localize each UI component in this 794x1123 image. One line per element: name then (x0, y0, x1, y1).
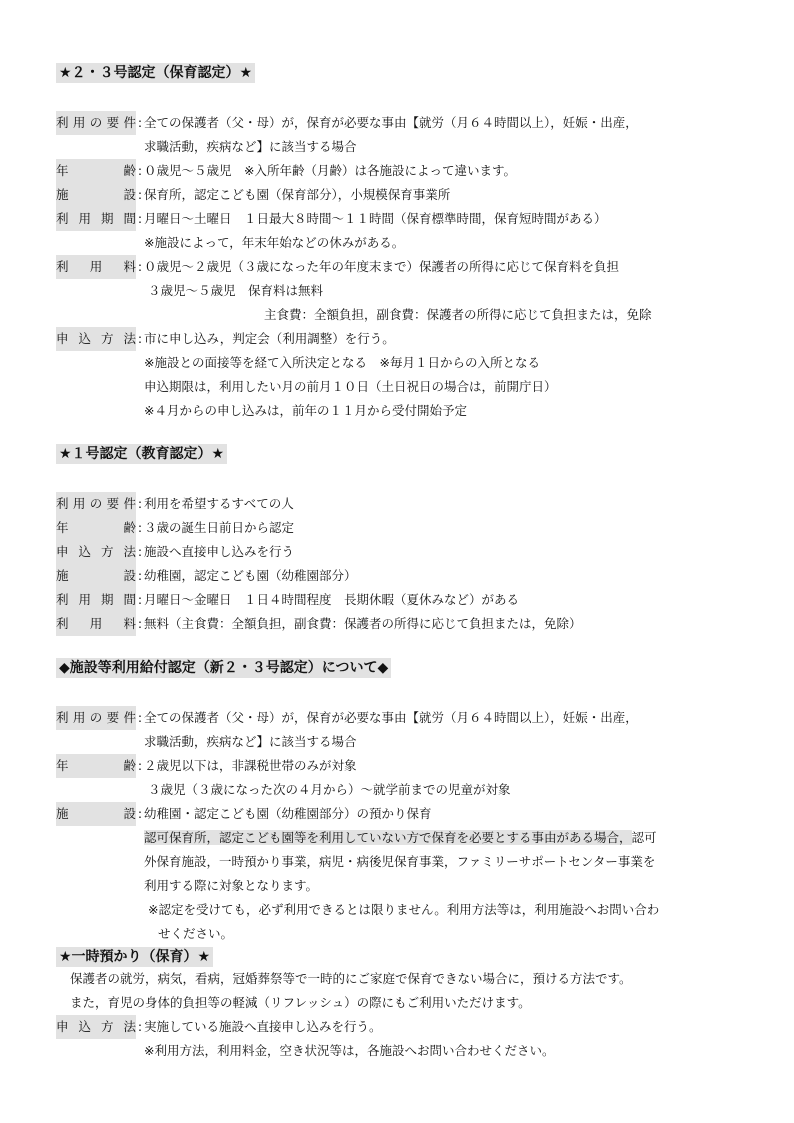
row-value: ０歳児～５歳児 ※入所年齢（月齢）は各施設によって違います。 (144, 163, 516, 178)
row-label: 年齢 (56, 159, 136, 183)
row-value: 幼稚園，認定こども園（幼稚園部分） (144, 568, 357, 583)
row-facility: 施設 : 保育所，認定こども園（保育部分），小規模保育事業所 (56, 183, 756, 207)
row-value: 月曜日～金曜日 １日４時間程度 長期休暇（夏休みなど）がある (144, 592, 520, 607)
row-label: 申込方法 (56, 1015, 136, 1039)
row-continuation: ※施設によって，年末年始などの休みがある。 (144, 235, 405, 250)
section-shisetsu-kyufu (56, 657, 756, 946)
row-continuation: ３歳児（３歳になった次の４月から）～就学前までの児童が対象 (148, 782, 511, 797)
row-label: 利用料 (56, 612, 136, 636)
row-facility: 施設 : 幼稚園，認定こども園（幼稚園部分） (56, 564, 756, 588)
row-continuation: 申込期限は，利用したい月の前月１０日（土日祝日の場合は，前開庁日） (144, 379, 557, 394)
section-kyoiku-nintei (56, 443, 756, 636)
row-application: 申込方法 : 施設へ直接申し込みを行う (56, 540, 756, 564)
row-age: 年齢 : ２歳児以下は，非課税世帯のみが対象 (56, 754, 756, 778)
row-label: 利用期間 (56, 207, 136, 231)
row-value: ０歳児～２歳児（３歳になった年の年度末まで）保護者の所得に応じて保育料を負担 (144, 259, 620, 274)
section-heading: ◆施設等利用給付認定（新２・３号認定）について◆ (56, 658, 391, 678)
row-continuation: ※４月からの申し込みは，前年の１１月から受付開始予定 (144, 403, 467, 418)
row-application: 申込方法 : 市に申し込み，判定会（利用調整）を行う。 (56, 327, 756, 351)
continuation-tail: 認可 (631, 830, 657, 845)
row-value: 月曜日～土曜日 １日最大８時間～１１時間（保育標準時間，保育短時間がある） (144, 211, 607, 226)
row-value: ２歳児以下は，非課税世帯のみが対象 (144, 758, 357, 773)
row-value: 全ての保護者（父・母）が，保育が必要な事由【就労（月６４時間以上），妊娠・出産， (144, 710, 638, 725)
section-ichiji-azukari (56, 946, 756, 1063)
paragraph-line: また，育児の身体的負担等の軽減（リフレッシュ）の際にもご利用いただけます。 (70, 995, 531, 1010)
row-facility: 施設 : 幼稚園・認定こども園（幼稚園部分）の預かり保育 (56, 802, 756, 826)
row-continuation: ３歳児～５歳児 保育料は無料 (148, 283, 324, 298)
row-value: ３歳の誕生日前日から認定 (144, 520, 295, 535)
paragraph-line: 保護者の就労，病気，看病，冠婚葬祭等で一時的にご家庭で保育できない場合に，預ける方法です。 (70, 971, 632, 986)
row-label: 利用の要件 (56, 492, 136, 516)
row-value: 無料（主食費：全額負担，副食費：保護者の所得に応じて負担または，免除） (144, 616, 582, 631)
row-requirements: 利用の要件 : 全ての保護者（父・母）が，保育が必要な事由【就労（月６４時間以上），妊娠・出産， (56, 706, 756, 730)
row-fee: 利用料 : ０歳児～２歳児（３歳になった年の年度末まで）保護者の所得に応じて保育料を負担 (56, 255, 756, 279)
row-label: 年齢 (56, 754, 136, 778)
row-value: 実施している施設へ直接申し込みを行う。 (144, 1019, 382, 1034)
row-fee: 利用料 : 無料（主食費：全額負担，副食費：保護者の所得に応じて負担または，免除） (56, 612, 756, 636)
row-value: 市に申し込み，判定会（利用調整）を行う。 (144, 331, 395, 346)
row-application: 申込方法 : 実施している施設へ直接申し込みを行う。 (56, 1015, 756, 1039)
section-hoiku-nintei (56, 62, 756, 423)
row-label: 利用の要件 (56, 706, 136, 730)
row-label: 申込方法 (56, 327, 136, 351)
highlighted-text: 認可保育所，認定こども園等を利用していない方で保育を必要とする事由がある場合， (144, 830, 632, 845)
row-label: 施設 (56, 564, 136, 588)
row-period: 利用期間 : 月曜日～金曜日 １日４時間程度 長期休暇（夏休みなど）がある (56, 588, 756, 612)
row-continuation: ※利用方法，利用料金，空き状況等は，各施設へお問い合わせください。 (144, 1043, 555, 1058)
row-requirements: 利用の要件 : 利用を希望するすべての人 (56, 492, 756, 516)
section-heading: ★一時預かり（保育）★ (56, 947, 213, 967)
section-heading: ★２・３号認定（保育認定）★ (56, 63, 255, 83)
row-continuation: 外保育施設，一時預かり事業，病児・病後児保育事業，ファミリーサポートセンター事業を (144, 854, 656, 869)
row-continuation: 求職活動，疾病など】に該当する場合 (144, 734, 357, 749)
row-continuation: 主食費：全額負担，副食費：保護者の所得に応じて負担または，免除 (264, 307, 652, 322)
row-age: 年齢 : ３歳の誕生日前日から認定 (56, 516, 756, 540)
section-heading: ★１号認定（教育認定）★ (56, 444, 227, 464)
row-note: ※認定を受けても，必ず利用できるとは限りません。利用方法等は，利用施設へお問い合わ (148, 902, 660, 917)
row-label: 利用の要件 (56, 111, 136, 135)
row-continuation (144, 826, 756, 850)
row-note: せください。 (158, 926, 234, 941)
row-value: 利用を希望するすべての人 (144, 496, 294, 511)
row-label: 利用期間 (56, 588, 136, 612)
row-label: 施設 (56, 183, 136, 207)
row-value: 施設へ直接申し込みを行う (144, 544, 295, 559)
row-value: 全ての保護者（父・母）が，保育が必要な事由【就労（月６４時間以上），妊娠・出産， (144, 115, 638, 130)
row-value: 幼稚園・認定こども園（幼稚園部分）の預かり保育 (144, 806, 432, 821)
row-continuation: ※施設との面接等を経て入所決定となる ※毎月１日からの入所となる (144, 355, 540, 370)
row-label: 利用料 (56, 255, 136, 279)
row-label: 申込方法 (56, 540, 136, 564)
row-continuation: 求職活動，疾病など】に該当する場合 (144, 139, 357, 154)
row-continuation: 利用する際に対象となります。 (144, 878, 319, 893)
row-period: 利用期間 : 月曜日～土曜日 １日最大８時間～１１時間（保育標準時間，保育短時間がある） (56, 207, 756, 231)
row-value: 保育所，認定こども園（保育部分），小規模保育事業所 (144, 187, 451, 202)
row-label: 年齢 (56, 516, 136, 540)
row-requirements: 利用の要件 : 全ての保護者（父・母）が，保育が必要な事由【就労（月６４時間以上），妊娠・出産， (56, 111, 756, 135)
row-label: 施設 (56, 802, 136, 826)
row-age: 年齢 : ０歳児～５歳児 ※入所年齢（月齢）は各施設によって違います。 (56, 159, 756, 183)
